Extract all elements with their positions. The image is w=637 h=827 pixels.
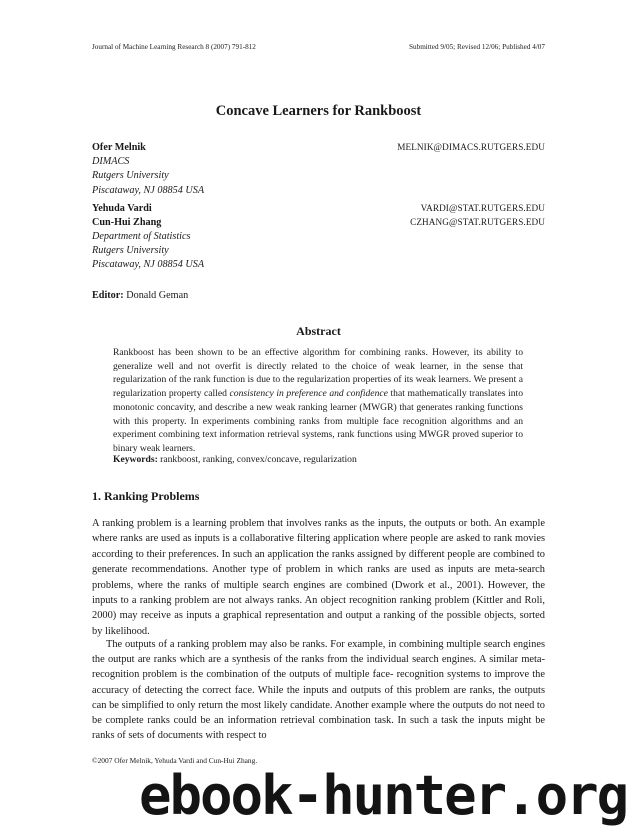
- affiliation-line: Piscataway, NJ 08854 USA: [92, 259, 205, 271]
- author-row: [92, 142, 545, 156]
- abstract-text: Rankboost has been shown to be an effective algorithm for combining ranks. However, its ability to generalize well and not overfit is directly related to the choice of weak learner, in the sense that regularization of the rank function is due to the regularization properties of its weak learners. We present a regularization property called: [113, 347, 523, 400]
- author-email[interactable]: VARDI@STAT.RUTGERS.EDU: [420, 202, 545, 213]
- affiliation-line: DIMACS: [92, 156, 130, 167]
- paper-title: Concave Learners for Rankboost: [215, 103, 422, 119]
- author-block: [92, 142, 545, 274]
- body-paragraph: A ranking problem is a learning problem that involves ranks as the inputs, the outputs or both. An example where ranks are used as inputs is a collaborative filtering application where people are asked to rank movies according to their preferences. In such an application the ranks assigned by different people are combined to generate recommendations. Another type of problem in which ranks are used as inputs are meta-search problems, where the ranks of multiple search engines are combined (Dwork et al., 2001). However, the inputs to a ranking problem are not always ranks. An object recognition ranking problem (Kittler and Roli, 2000) may receive as inputs a graphical representation and output a ranking of the possible objects, sorted by likelihood.: [92, 518, 545, 637]
- keywords-label: Keywords:: [113, 454, 158, 465]
- author-name: Cun-Hui Zhang: [92, 216, 162, 228]
- abstract-emphasis: consistency in preference and confidence: [229, 388, 388, 400]
- journal-citation: Journal of Machine Learning Research 8 (2007) 791-812: [92, 43, 256, 51]
- affiliation-line: Piscataway, NJ 08854 USA: [92, 184, 205, 196]
- keywords-line: [113, 454, 523, 465]
- author-name: Yehuda Vardi: [92, 202, 152, 214]
- author-email[interactable]: MELNIK@DIMACS.RUTGERS.EDU: [397, 142, 545, 152]
- copyright-footer: ©2007 Ofer Melnik, Yehuda Vardi and Cun-Hui Zhang.: [92, 756, 258, 765]
- affiliation-line: Department of Statistics: [92, 230, 191, 242]
- editor-label: Editor:: [92, 290, 124, 301]
- keywords-list: rankboost, ranking, convex/concave, regularization: [160, 454, 357, 465]
- affiliation-line: Rutgers University: [92, 170, 169, 182]
- abstract-text: that mathematically translates into monotonic concavity, and describe a new weak ranking learner (MWGR) that generates ranking functions with this property. In experiments combining ranks from multiple face recognition algorithms and an experiment combining text information retrieval systems, rank functions using MWGR proved superior to binary weak learners.: [113, 388, 524, 454]
- section-heading: 1. Ranking Problems: [92, 489, 200, 503]
- abstract-heading: Abstract: [296, 324, 341, 338]
- editor-line: [92, 290, 188, 301]
- body-paragraph: The outputs of a ranking problem may also be ranks. For example, in combining multiple search engines the output are ranks which are a synthesis of the ranks from the individual search engines. A similar meta-recognition problem is the combination of the outputs of multiple face- recognition systems to improve the accuracy of detecting the correct face. While the inputs and outputs of this problem are ranks, the outputs can be simplified to only return the most likely candidate. Another example where the outputs do not need to be complete ranks could be an information retrieval combination task. In such a task the inputs might be ranks of sets of documents with respect to: [92, 639, 545, 742]
- running-header: [92, 43, 545, 51]
- affiliation-line: Rutgers University: [92, 245, 169, 257]
- author-name: Ofer Melnik: [92, 142, 146, 153]
- author-email[interactable]: CZHANG@STAT.RUTGERS.EDU: [410, 216, 545, 227]
- abstract-body: [113, 346, 523, 456]
- editor-name: Donald Geman: [126, 290, 189, 301]
- watermark-text: ebook-hunter.org: [139, 764, 628, 827]
- author-row: [92, 217, 545, 231]
- author-row: [92, 203, 545, 217]
- submission-dates: Submitted 9/05; Revised 12/06; Published 4/07: [409, 43, 545, 51]
